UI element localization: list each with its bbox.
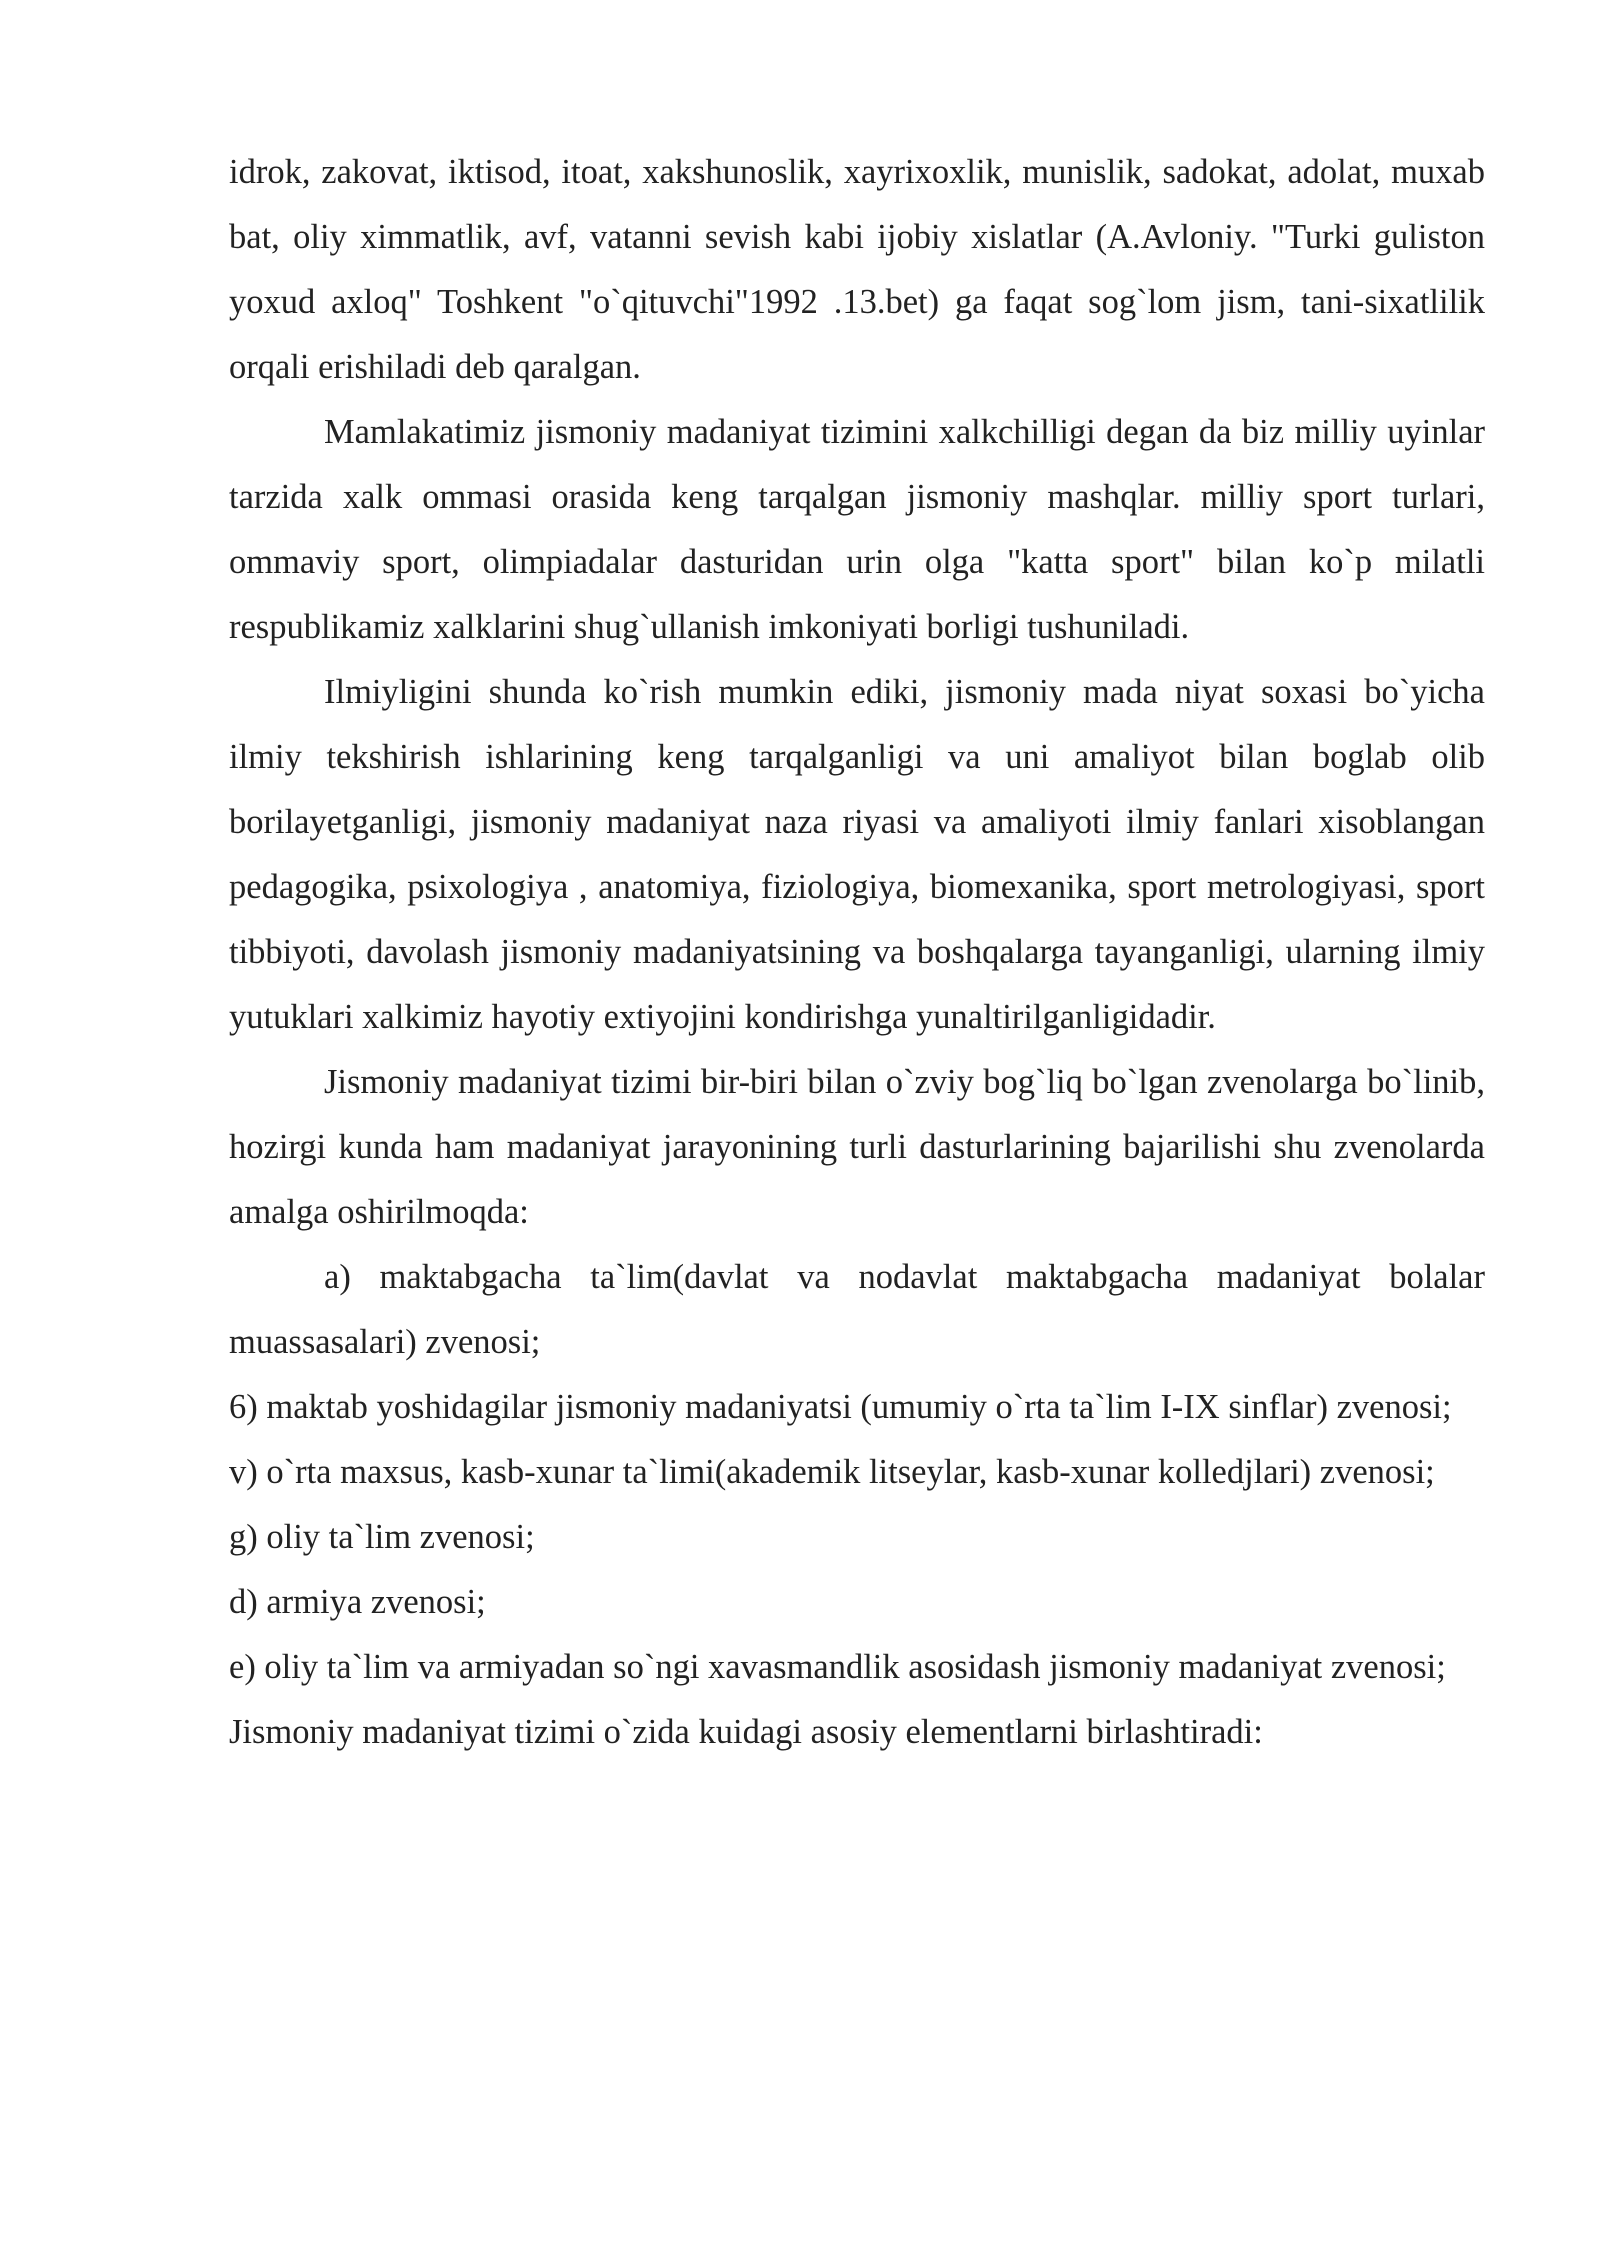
list-item: d) armiya zvenosi;: [229, 1583, 486, 1621]
paragraph: Jismoniy madaniyat tizimi o`zida kuidagi asosiy elementlarni birlashtiradi:: [229, 1713, 1263, 1751]
list-item: a) maktabgacha ta`lim(davlat va nodavlat maktabgacha madaniyat bolalar muassasalari) zvenosi;: [229, 1258, 1485, 1361]
list-item: g) oliy ta`lim zvenosi;: [229, 1518, 535, 1556]
document-body: [229, 140, 1485, 1765]
list-item: v) o`rta maxsus, kasb-xunar ta`limi(akademik litseylar, kasb-xunar kolledjlari) zvenosi;: [229, 1453, 1435, 1491]
paragraph: Jismoniy madaniyat tizimi bir-biri bilan o`zviy bog`liq bo`lgan zvenolarga bo`linib, hozirgi kunda ham madaniyat jarayonining turli dasturlarining bajarilishi shu zvenolarda amalga oshirilmoqda:: [229, 1063, 1485, 1231]
paragraph: Ilmiyligini shunda ko`rish mumkin ediki, jismoniy mada niyat soxasi bo`yicha ilmiy tekshirish ishlarining keng tarqalganligi va uni amaliyot bilan boglab olib borilayetganligi, jismoniy madaniyat naza riyasi va amaliyoti ilmiy fanlari xisoblangan pedagogika, psixologiya , anatomiya, fiziologiya, biomexanika, sport metrologiyasi, sport tibbiyoti, davolash jismoniy madaniyatsining va boshqalarga tayanganligi, ularning ilmiy yutuklari xalkimiz hayotiy extiyojini kondirishga yunaltirilganligidadir.: [229, 673, 1485, 1036]
list-item: 6) maktab yoshidagilar jismoniy madaniyatsi (umumiy o`rta ta`lim I-IX sinflar) zvenosi;: [229, 1388, 1452, 1426]
list-item: e) oliy ta`lim va armiyadan so`ngi xavasmandlik asosidash jismoniy madaniyat zvenosi;: [229, 1648, 1446, 1686]
paragraph: Mamlakatimiz jismoniy madaniyat tizimini xalkchilligi degan da biz milliy uyinlar tarzida xalk ommasi orasida keng tarqalgan jismoniy mashqlar. milliy sport turlari, ommaviy sport, olimpiadalar dasturidan urin olga "katta sport" bilan ko`p milatli respublikamiz xalklarini shug`ullanish imkoniyati borligi tushuniladi.: [229, 413, 1485, 646]
paragraph: idrok, zakovat, iktisod, itoat, xakshunoslik, xayrixoxlik, munislik, sadokat, adolat, muxab bat, oliy ximmatlik, avf, vatanni sevish kabi ijobiy xislatlar (A.Avloniy. "Turki guliston yoxud axloq" Toshkent "o`qituvchi"1992 .13.bet) ga faqat sog`lom jism, tani-sixatlilik orqali erishiladi deb qaralgan.: [229, 153, 1485, 386]
